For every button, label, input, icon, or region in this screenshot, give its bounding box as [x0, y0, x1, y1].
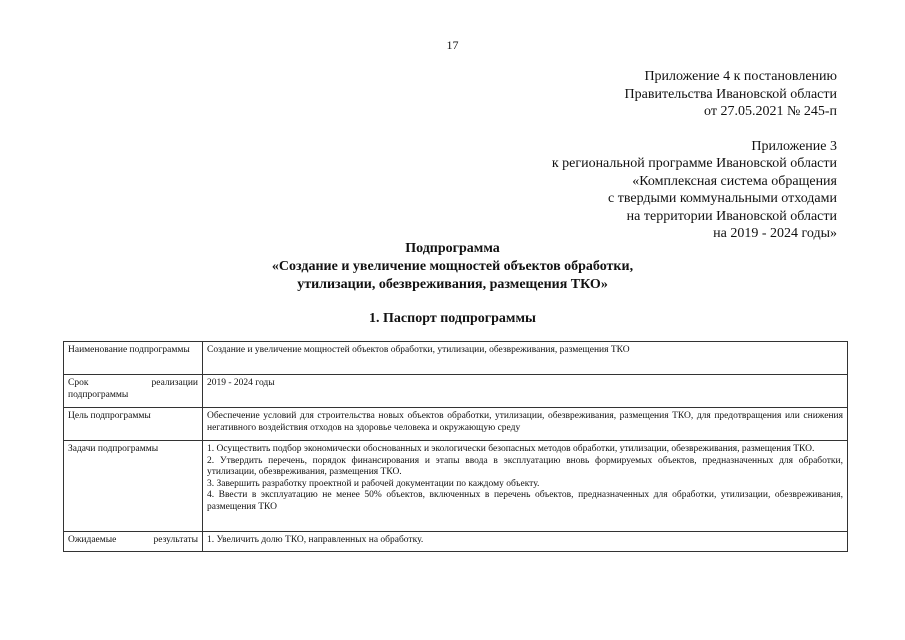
appendix-3-line: к региональной программе Ивановской области — [551, 156, 837, 171]
table-row — [64, 441, 848, 532]
task-item: 4. Ввести в эксплуатацию не менее 50% объектов, включенных в перечень объектов, предназначенных для обработки, утилизации, обезвреживания, размещения ТКО — [207, 490, 843, 512]
row-value — [203, 441, 848, 532]
page-number: 17 — [446, 38, 459, 52]
title-line: «Создание и увеличение мощностей объектов обработки, — [271, 259, 634, 274]
row-value: Обеспечение условий для строительства новых объектов обработки, утилизации, обезвреживания, размещения ТКО, для предотвращения или снижения негативного воздействия отходов на здоровье человека и окружающую среду — [203, 408, 848, 441]
appendix-4-line: Правительства Ивановской области — [624, 86, 837, 102]
appendix-header — [552, 68, 837, 243]
title-line: утилизации, обезвреживания, размещения ТКО» — [297, 277, 608, 292]
section-title: 1. Паспорт подпрограммы — [369, 311, 536, 326]
table-row — [64, 375, 848, 408]
task-item: 3. Завершить разработку проектной и рабочей документации по каждому объекту. — [207, 478, 540, 489]
table-row — [64, 408, 848, 441]
appendix-4-line: Приложение 4 к постановлению — [644, 69, 837, 84]
row-label: Ожидаемые результаты — [64, 532, 203, 552]
task-item: 2. Утвердить перечень, порядок финансирования и этапы ввода в эксплуатацию вновь формируемых объектов, предназначенных для обработки, утилизации, обезвреживания, размещения ТКО. — [207, 455, 843, 477]
passport-table — [63, 341, 848, 552]
appendix-3-line: на 2019 - 2024 годы» — [713, 226, 837, 241]
title-line: Подпрограмма — [405, 241, 500, 256]
row-value: 2019 - 2024 годы — [203, 375, 848, 408]
row-value: Создание и увеличение мощностей объектов обработки, утилизации, обезвреживания, размещения ТКО — [203, 342, 848, 375]
row-value: 1. Увеличить долю ТКО, направленных на обработку. — [203, 532, 848, 552]
row-label: Срок реализации подпрограммы — [64, 375, 203, 408]
table-row — [64, 342, 848, 375]
appendix-3-line: «Комплексная система обращения — [632, 173, 837, 189]
subprogram-title — [0, 240, 905, 294]
table-row — [64, 532, 848, 552]
spacer — [552, 121, 837, 138]
row-label: Наименование подпрограммы — [64, 342, 203, 375]
appendix-3-line: Приложение 3 — [751, 138, 837, 154]
row-label: Задачи подпрограммы — [64, 441, 203, 532]
appendix-3-line: на территории Ивановской области — [626, 208, 837, 224]
appendix-4-line: от 27.05.2021 № 245-п — [704, 104, 837, 119]
row-label: Цель подпрограммы — [64, 408, 203, 441]
appendix-3-line: с твердыми коммунальными отходами — [608, 191, 837, 206]
task-item: 1. Осуществить подбор экономически обоснованных и экологически безопасных методов обработки, утилизации, обезвреживания, размещения ТКО. — [207, 444, 815, 454]
